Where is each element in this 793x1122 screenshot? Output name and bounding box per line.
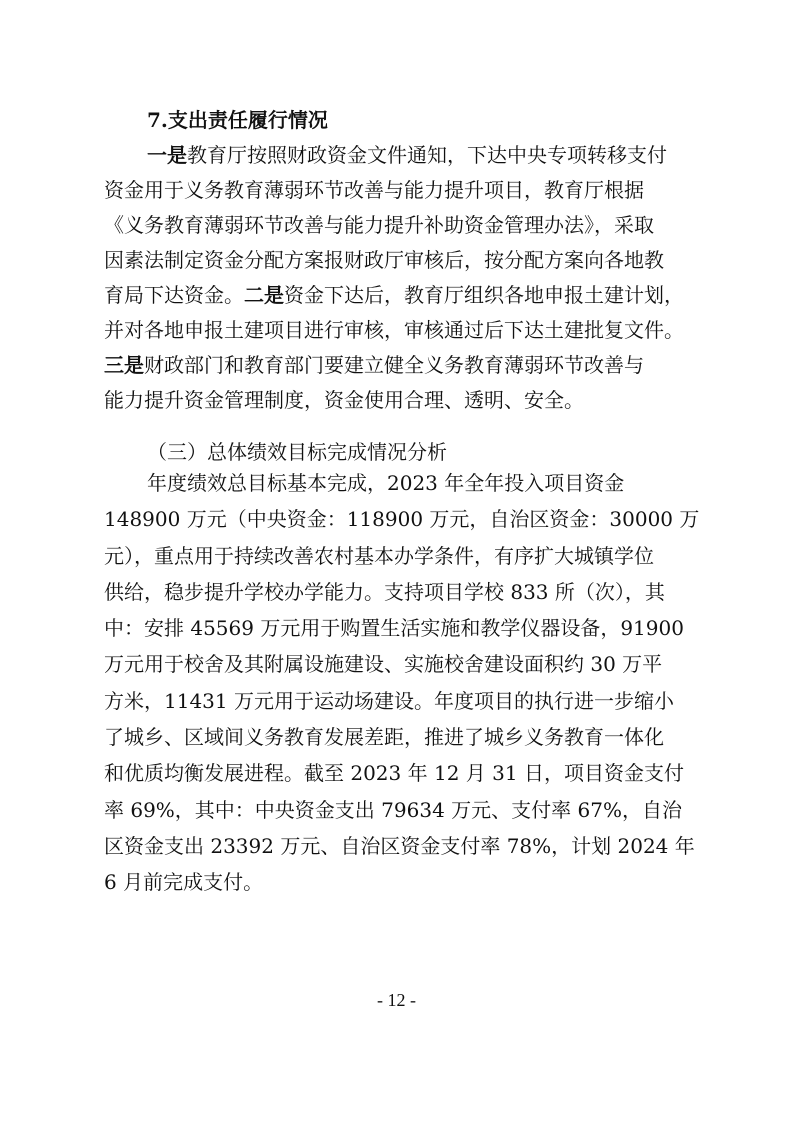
paragraph-line: 方米，11431 万元用于运动场建设。年度项目的执行进一步缩小 bbox=[104, 688, 674, 713]
paragraph-line: 年度绩效总目标基本完成，2023 年全年投入项目资金 bbox=[147, 471, 625, 495]
paragraph-line: 中：安排 45569 万元用于购置生活实施和教学仪器设备，91900 bbox=[104, 616, 684, 641]
paragraph-line bbox=[104, 278, 700, 313]
paragraph-line bbox=[104, 138, 700, 173]
bold-marker: 三是 bbox=[104, 353, 144, 377]
paragraph-line: 6 月前完成支付。 bbox=[104, 870, 264, 895]
paragraph-line: 元），重点用于持续改善农村基本办学条件，有序扩大城镇学位 bbox=[104, 543, 654, 568]
subsection-heading: （三）总体绩效目标完成情况分析 bbox=[147, 440, 447, 464]
bold-marker: 二是 bbox=[244, 283, 284, 307]
paragraph-line: 资金用于义务教育薄弱环节改善与能力提升项目，教育厅根据 bbox=[104, 178, 644, 202]
responsibility-paragraph bbox=[104, 138, 700, 418]
bold-marker: 一是 bbox=[147, 143, 187, 167]
paragraph-line: 区资金支出 23392 万元、自治区资金支付率 78%，计划 2024 年 bbox=[104, 833, 695, 858]
paragraph-line: 和优质均衡发展进程。截至 2023 年 12 月 31 日，项目资金支付 bbox=[104, 761, 684, 786]
page-number: - 12 - bbox=[377, 990, 416, 1010]
line-text: 教育厅按照财政资金文件通知，下达中央专项转移支付 bbox=[187, 143, 667, 167]
paragraph-line: 供给，稳步提升学校办学能力。支持项目学校 833 所（次），其 bbox=[104, 579, 665, 604]
paragraph-line bbox=[104, 348, 700, 383]
paragraph-line: 了城乡、区域间义务教育发展差距，推进了城乡义务教育一体化 bbox=[104, 725, 664, 750]
paragraph-line: 148900 万元（中央资金：118900 万元，自治区资金：30000 万 bbox=[104, 507, 700, 532]
line-text: 财政部门和教育部门要建立健全义务教育薄弱环节改善与 bbox=[144, 353, 644, 377]
section-heading: 7.支出责任履行情况 bbox=[147, 108, 328, 132]
paragraph-line: 万元用于校舍及其附属设施建设、实施校舍建设面积约 30 万平 bbox=[104, 652, 663, 677]
line-text: 资金下达后，教育厅组织各地申报土建计划， bbox=[284, 283, 684, 307]
paragraph-line: 能力提升资金管理制度，资金使用合理、透明、安全。 bbox=[104, 388, 584, 412]
paragraph-line: 并对各地申报土建项目进行审核，审核通过后下达土建批复文件。 bbox=[104, 318, 684, 342]
paragraph-line: 《义务教育薄弱环节改善与能力提升补助资金管理办法》，采取 bbox=[104, 213, 654, 237]
paragraph-line: 率 69%，其中：中央资金支出 79634 万元、支付率 67%，自治 bbox=[104, 797, 682, 822]
line-text: 育局下达资金。 bbox=[104, 283, 244, 307]
paragraph-line: 因素法制定资金分配方案报财政厅审核后，按分配方案向各地教 bbox=[104, 248, 664, 272]
performance-paragraph bbox=[104, 465, 700, 901]
